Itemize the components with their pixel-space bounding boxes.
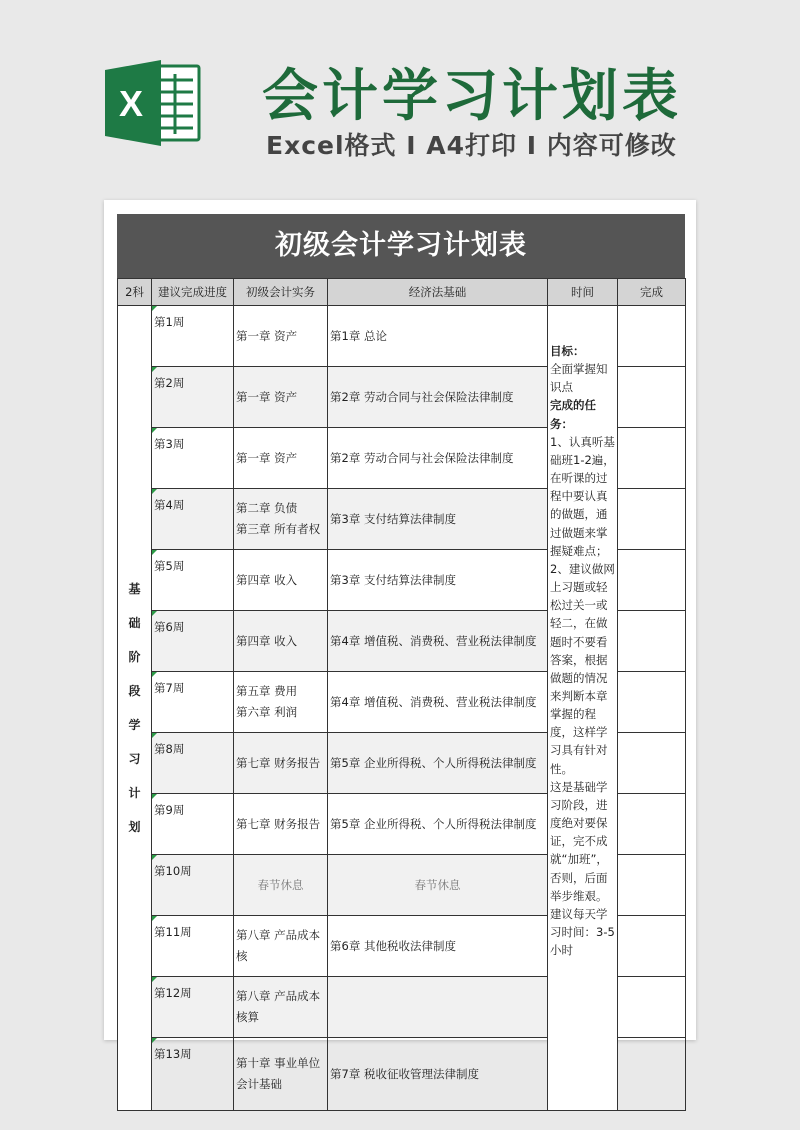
time-note-goal-label: 目标：: [550, 344, 585, 358]
accounting-cell[interactable]: 春节休息: [234, 855, 328, 916]
accounting-cell[interactable]: 第七章 财务报告: [234, 733, 328, 794]
stage-label-cell[interactable]: [118, 306, 152, 1111]
law-cell[interactable]: 第2章 劳动合同与社会保险法律制度: [328, 367, 548, 428]
week-cell[interactable]: 第10周: [152, 855, 234, 916]
done-cell[interactable]: [618, 428, 686, 489]
accounting-cell[interactable]: 第一章 资产: [234, 306, 328, 367]
time-note-cell[interactable]: [548, 306, 618, 1111]
law-cell[interactable]: 春节休息: [328, 855, 548, 916]
done-cell[interactable]: [618, 855, 686, 916]
time-note-task-label: 完成的任务：: [550, 398, 596, 431]
done-cell[interactable]: [618, 916, 686, 977]
week-cell[interactable]: 第1周: [152, 306, 234, 367]
done-cell[interactable]: [618, 306, 686, 367]
sheet-title: 初级会计学习计划表: [117, 214, 685, 278]
done-cell[interactable]: [618, 733, 686, 794]
page-title: 会计学习计划表: [262, 64, 682, 129]
accounting-cell[interactable]: 第一章 资产: [234, 428, 328, 489]
col-header-subjects[interactable]: 2科: [118, 279, 152, 306]
done-cell[interactable]: [618, 1038, 686, 1111]
banner: [0, 0, 800, 190]
time-note-goal-text: 全面掌握知识点: [550, 362, 608, 395]
law-cell[interactable]: 第2章 劳动合同与社会保险法律制度: [328, 428, 548, 489]
done-cell[interactable]: [618, 672, 686, 733]
accounting-cell[interactable]: 第二章 负债 第三章 所有者权: [234, 489, 328, 550]
week-cell[interactable]: 第3周: [152, 428, 234, 489]
stage-label-char: 习: [128, 752, 141, 766]
law-cell[interactable]: 第5章 企业所得税、个人所得税法律制度: [328, 794, 548, 855]
law-cell[interactable]: 第7章 税收征收管理法律制度: [328, 1038, 548, 1111]
col-header-progress[interactable]: 建议完成进度: [152, 279, 234, 306]
accounting-cell[interactable]: 第八章 产品成本核: [234, 916, 328, 977]
done-cell[interactable]: [618, 794, 686, 855]
page-subtitle: Excel格式 I A4打印 I 内容可修改: [266, 131, 677, 160]
law-cell[interactable]: 第4章 增值税、消费税、营业税法律制度: [328, 672, 548, 733]
week-cell[interactable]: 第2周: [152, 367, 234, 428]
accounting-cell[interactable]: 第五章 费用 第六章 利润: [234, 672, 328, 733]
done-cell[interactable]: [618, 367, 686, 428]
week-cell[interactable]: 第12周: [152, 977, 234, 1038]
excel-icon: [103, 58, 203, 148]
plan-table: [117, 278, 686, 1111]
week-cell[interactable]: 第7周: [152, 672, 234, 733]
accounting-cell[interactable]: 第四章 收入: [234, 550, 328, 611]
spreadsheet: [117, 214, 685, 1111]
stage-label-char: 划: [128, 820, 141, 834]
col-header-time[interactable]: 时间: [548, 279, 618, 306]
law-cell[interactable]: 第3章 支付结算法律制度: [328, 489, 548, 550]
week-cell[interactable]: 第6周: [152, 611, 234, 672]
accounting-cell[interactable]: 第八章 产品成本 核算: [234, 977, 328, 1038]
law-cell[interactable]: 第4章 增值税、消费税、营业税法律制度: [328, 611, 548, 672]
stage-label-char: 基: [128, 582, 141, 596]
col-header-accounting[interactable]: 初级会计实务: [234, 279, 328, 306]
stage-label-char: 段: [128, 684, 141, 698]
law-cell[interactable]: 第5章 企业所得税、个人所得税法律制度: [328, 733, 548, 794]
done-cell[interactable]: [618, 489, 686, 550]
stage-label-char: 础: [128, 616, 141, 630]
accounting-cell[interactable]: 第七章 财务报告: [234, 794, 328, 855]
excel-logo-letter: X: [118, 83, 144, 124]
week-cell[interactable]: 第8周: [152, 733, 234, 794]
time-note-task-text: 1、认真听基础班1-2遍，在听课的过程中要认真的做题，通过做题来掌握疑难点； 2、建议做网上习题或轻松过关一或轻二，在做题时不要看答案，根据做题的情况来判断本章掌握的程度，这样学习具有针对性。 这是基础学习阶段，进度绝对要保证，完不成就“加班”，否则，后面举步维艰。 建议每天学习时间：3-5小时: [550, 434, 615, 958]
header-row: [118, 279, 686, 306]
law-cell[interactable]: [328, 977, 548, 1038]
done-cell[interactable]: [618, 550, 686, 611]
week-cell[interactable]: 第4周: [152, 489, 234, 550]
stage-label-char: 计: [128, 786, 141, 800]
week-cell[interactable]: 第5周: [152, 550, 234, 611]
accounting-cell[interactable]: 第一章 资产: [234, 367, 328, 428]
week-cell[interactable]: 第9周: [152, 794, 234, 855]
accounting-cell[interactable]: 第十章 事业单位 会计基础: [234, 1038, 328, 1111]
stage-label-char: 阶: [128, 650, 141, 664]
done-cell[interactable]: [618, 977, 686, 1038]
law-cell[interactable]: 第3章 支付结算法律制度: [328, 550, 548, 611]
law-cell[interactable]: 第6章 其他税收法律制度: [328, 916, 548, 977]
stage-label-char: 学: [128, 718, 141, 732]
law-cell[interactable]: 第1章 总论: [328, 306, 548, 367]
week-cell[interactable]: 第11周: [152, 916, 234, 977]
col-header-law[interactable]: 经济法基础: [328, 279, 548, 306]
accounting-cell[interactable]: 第四章 收入: [234, 611, 328, 672]
week-cell[interactable]: 第13周: [152, 1038, 234, 1111]
col-header-done[interactable]: 完成: [618, 279, 686, 306]
table-row: [118, 306, 686, 367]
done-cell[interactable]: [618, 611, 686, 672]
